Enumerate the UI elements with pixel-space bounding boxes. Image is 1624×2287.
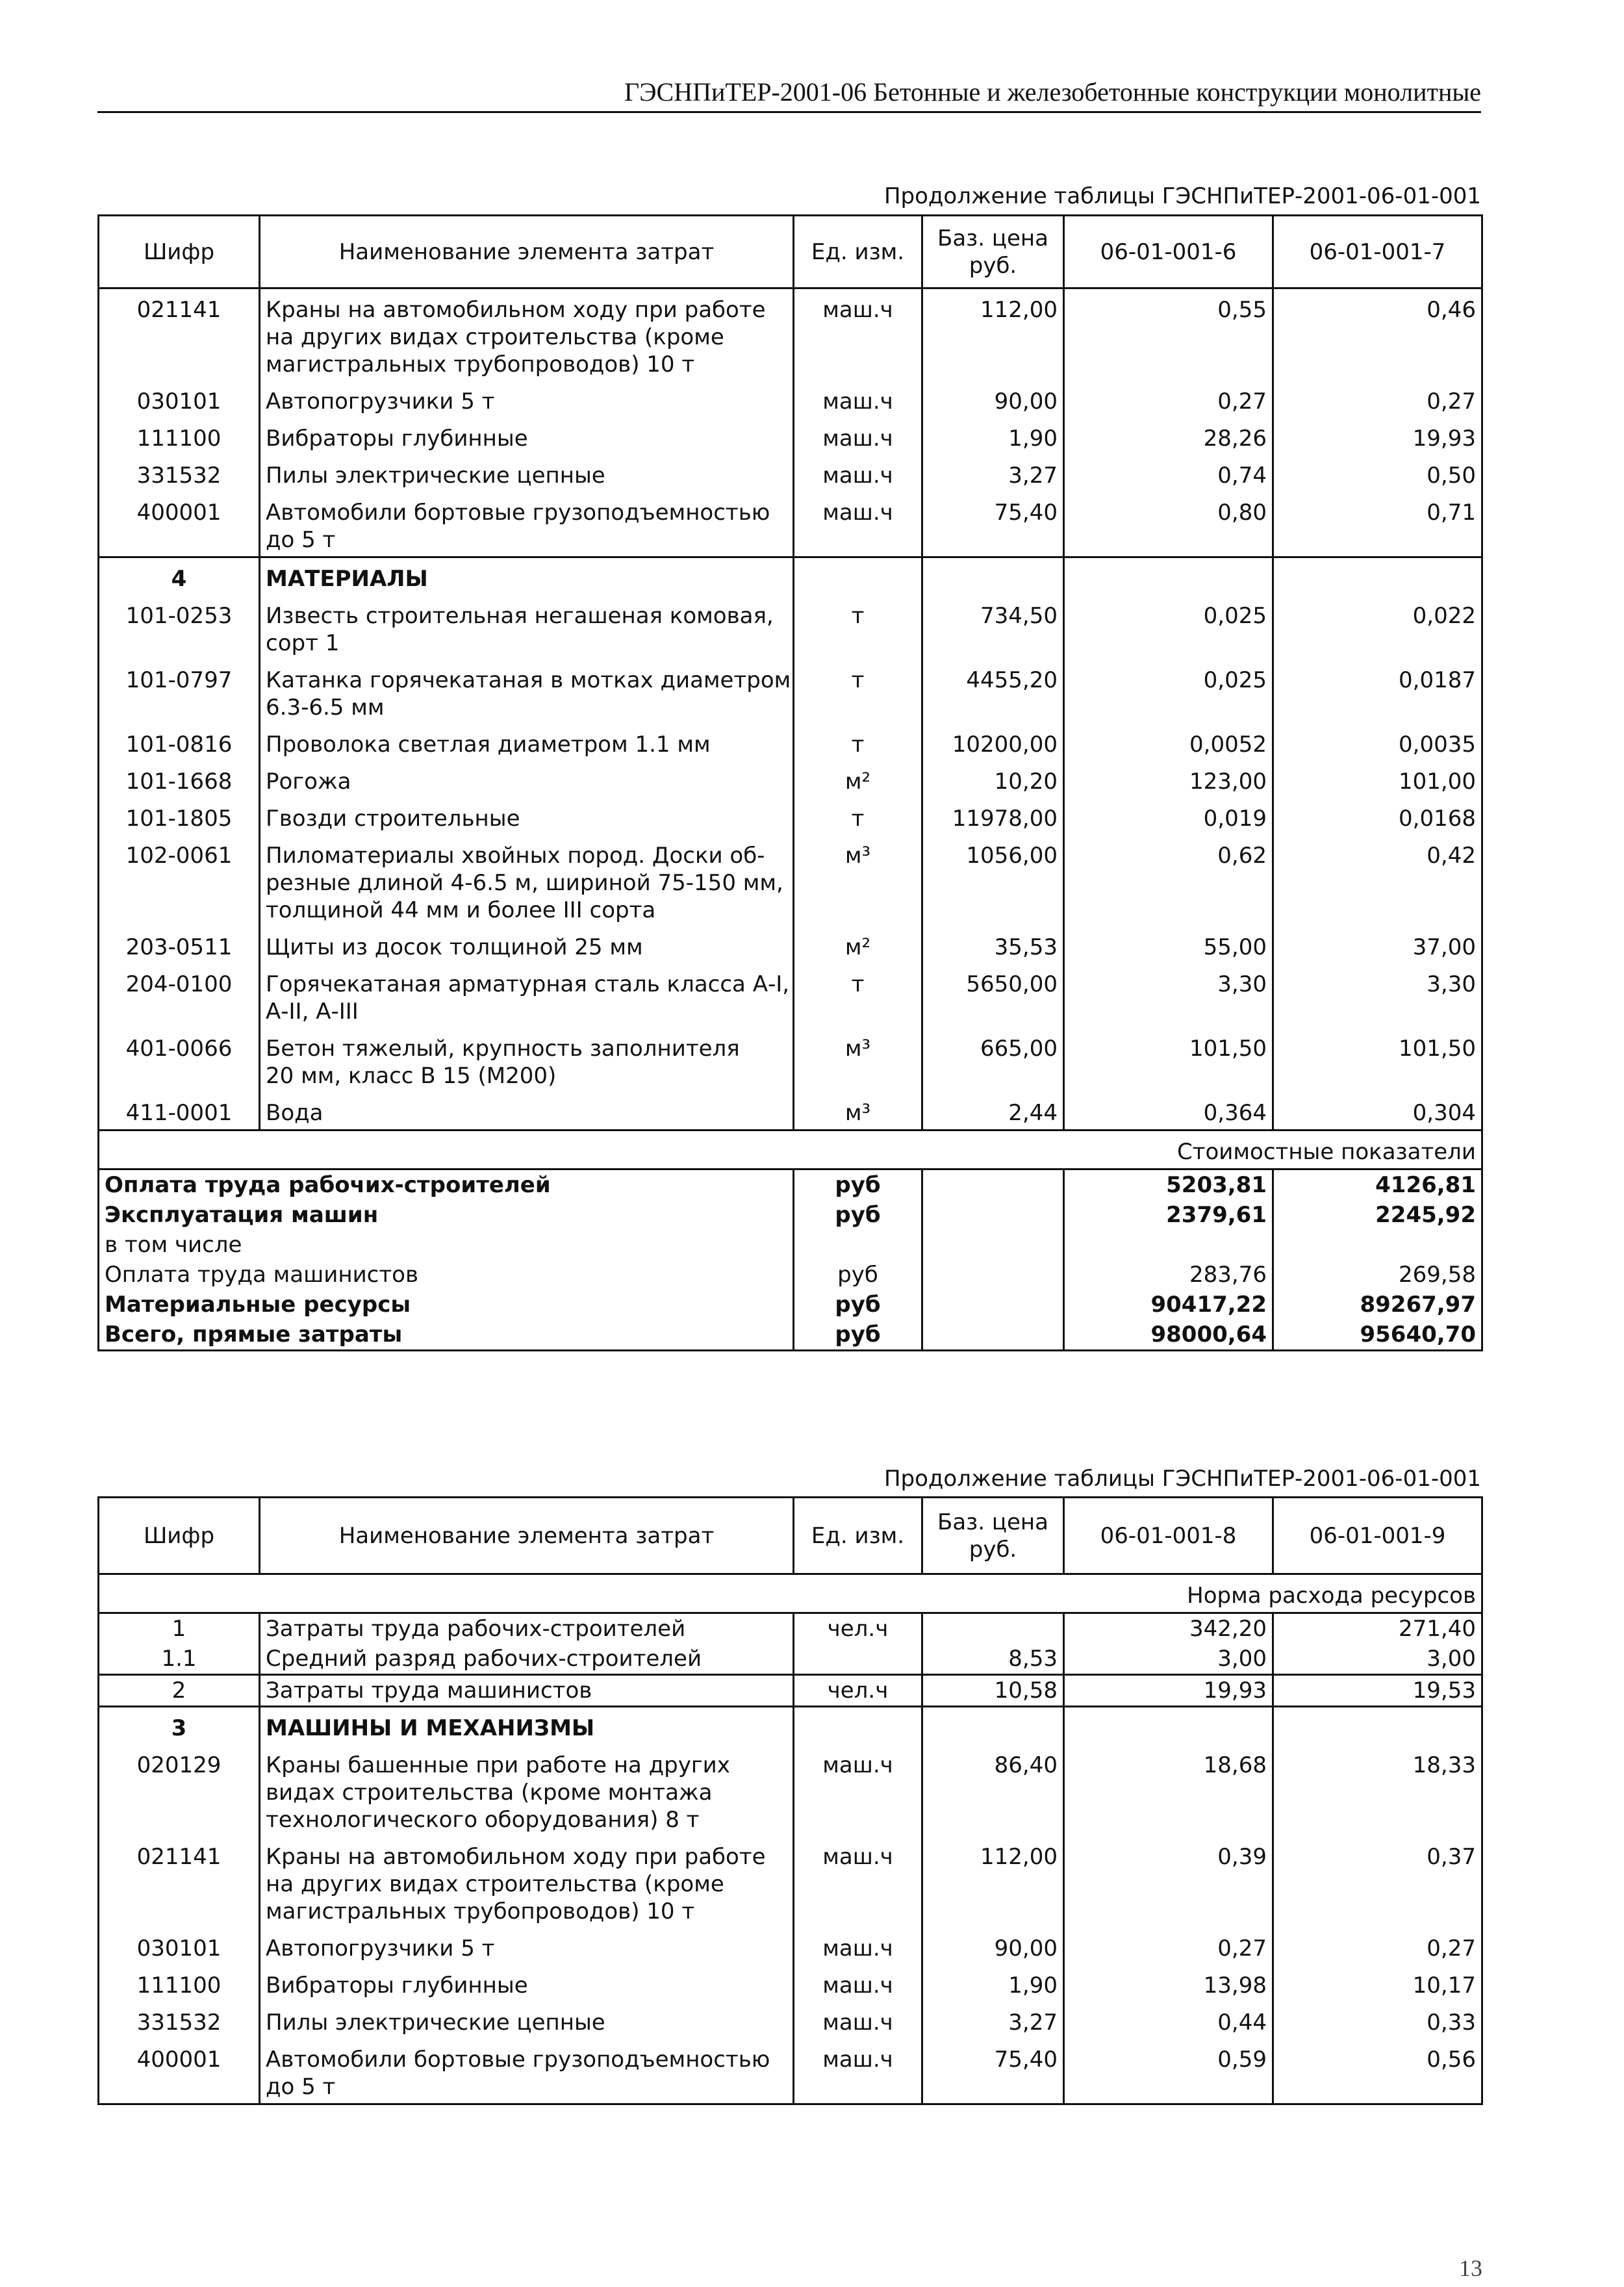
item-name-line: на других видах строительства (кроме (266, 324, 724, 350)
item-name-line: Вибраторы глубинные (266, 426, 528, 452)
item-name-line: А-II, А-III (266, 999, 359, 1025)
empty-cell (922, 1169, 1064, 1201)
item-name (260, 835, 794, 926)
summary-value-b: 269,58 (1273, 1260, 1482, 1290)
item-value-b: 0,0168 (1273, 798, 1482, 835)
section-code: 3 (99, 1707, 260, 1745)
item-code: 021141 (99, 1836, 260, 1928)
item-code: 101-1805 (99, 798, 260, 835)
item-value-b: 10,17 (1273, 1965, 1482, 2002)
item-name (260, 724, 794, 761)
item-name-line: Щиты из досок толщиной 25 мм (266, 934, 643, 960)
item-price: 8,53 (922, 1644, 1064, 1675)
col-header-price-line1: Баз. цена (937, 225, 1048, 251)
item-code: 020129 (99, 1744, 260, 1836)
empty-cell (1064, 1707, 1273, 1745)
item-name (260, 798, 794, 835)
item-value-a: 0,80 (1064, 492, 1273, 557)
item-name-line: толщиной 44 мм и более III сорта (266, 897, 656, 923)
item-price: 75,40 (922, 2039, 1064, 2104)
item-unit: т (794, 798, 922, 835)
item-name-line: до 5 т (266, 2074, 336, 2100)
summary-value-a: 2379,61 (1064, 1200, 1273, 1230)
table1-header-row (99, 216, 1482, 288)
item-name-line: Автомобили бортовые грузоподъемностью (266, 2047, 770, 2073)
item-name (260, 455, 794, 492)
table-row (99, 1644, 1482, 1675)
item-name-line: резные длиной 4-6.5 м, шириной 75-150 мм, (266, 870, 783, 896)
item-name-line: Известь строительная негашеная комовая, (266, 603, 774, 629)
table-row (99, 926, 1482, 964)
summary-row (99, 1169, 1482, 1201)
item-unit: маш.ч (794, 492, 922, 557)
empty-cell (1273, 557, 1482, 596)
item-name-line: 20 мм, класс В 15 (М200) (266, 1063, 557, 1089)
item-name: Затраты труда рабочих-строителей (260, 1613, 794, 1644)
item-value-b: 19,93 (1273, 418, 1482, 455)
item-unit (794, 1644, 922, 1675)
item-value-b: 0,0187 (1273, 659, 1482, 724)
item-unit: м³ (794, 1028, 922, 1092)
item-name (260, 288, 794, 381)
item-unit: маш.ч (794, 2039, 922, 2104)
item-price: 35,53 (922, 926, 1064, 964)
col-header-unit: Ед. изм. (794, 1498, 922, 1574)
item-name-line: технологического оборудования) 8 т (266, 1807, 700, 1833)
empty-cell (922, 1200, 1064, 1230)
summary-unit: руб (794, 1260, 922, 1290)
item-value-b: 0,42 (1273, 835, 1482, 926)
item-price (922, 1613, 1064, 1644)
item-value-b: 0,71 (1273, 492, 1482, 557)
summary-label: Эксплуатация машин (99, 1200, 794, 1230)
item-price: 734,50 (922, 595, 1064, 659)
col-header-price (922, 216, 1064, 288)
summary-value-a: 5203,81 (1064, 1169, 1273, 1201)
item-code: 111100 (99, 1965, 260, 2002)
item-code: 111100 (99, 418, 260, 455)
item-value-b: 37,00 (1273, 926, 1482, 964)
item-value-a: 13,98 (1064, 1965, 1273, 2002)
table-row (99, 964, 1482, 1028)
item-name (260, 964, 794, 1028)
norm-label: Норма расхода ресурсов (99, 1574, 1482, 1613)
item-value-b: 18,33 (1273, 1744, 1482, 1836)
header-code: ГЭСНПиТЕР-2001-06 (624, 77, 867, 107)
item-unit: чел.ч (794, 1675, 922, 1707)
empty-cell (922, 1260, 1064, 1290)
table-row (99, 1675, 1482, 1707)
item-value-b: 0,33 (1273, 2002, 1482, 2039)
table-row (99, 1028, 1482, 1092)
section-row (99, 557, 1482, 596)
item-code: 331532 (99, 2002, 260, 2039)
summary-value-a: 90417,22 (1064, 1290, 1273, 1320)
summary-row (99, 1230, 1482, 1260)
item-name-line: Вибраторы глубинные (266, 1973, 528, 1999)
table-row (99, 455, 1482, 492)
header-title: Бетонные и железобетонные конструкции монолитные (873, 77, 1481, 107)
col-header-b: 06-01-001-7 (1273, 216, 1482, 288)
table-row (99, 288, 1482, 381)
item-value-a: 342,20 (1064, 1613, 1273, 1644)
table-row (99, 1613, 1482, 1644)
empty-cell (1064, 557, 1273, 596)
section-name: МАТЕРИАЛЫ (260, 557, 794, 596)
col-header-price-line1: Баз. цена (937, 1509, 1048, 1535)
item-code: 203-0511 (99, 926, 260, 964)
item-unit: м² (794, 926, 922, 964)
item-name-line: магистральных трубопроводов) 10 т (266, 351, 695, 377)
item-price: 5650,00 (922, 964, 1064, 1028)
item-value-a: 0,025 (1064, 659, 1273, 724)
item-value-b: 0,37 (1273, 1836, 1482, 1928)
col-header-unit: Ед. изм. (794, 216, 922, 288)
table2-caption: Продолжение таблицы ГЭСНПиТЕР-2001-06-01-001 (883, 1466, 1481, 1492)
summary-row (99, 1320, 1482, 1351)
item-value-b: 0,0035 (1273, 724, 1482, 761)
item-price: 1,90 (922, 1965, 1064, 2002)
table-row (99, 659, 1482, 724)
item-value-b: 101,00 (1273, 761, 1482, 798)
table-row (99, 1836, 1482, 1928)
item-name-line: Пилы электрические цепные (266, 463, 605, 489)
item-value-a: 101,50 (1064, 1028, 1273, 1092)
cost-label-row (99, 1131, 1482, 1169)
summary-unit: руб (794, 1320, 922, 1351)
table1-body (99, 288, 1482, 1351)
empty-cell (922, 1230, 1064, 1260)
col-header-name: Наименование элемента затрат (260, 1498, 794, 1574)
item-name-line: видах строительства (кроме монтажа (266, 1780, 713, 1806)
col-header-name: Наименование элемента затрат (260, 216, 794, 288)
item-value-a: 0,55 (1064, 288, 1273, 381)
page-header (97, 77, 1481, 113)
item-code: 1.1 (99, 1644, 260, 1675)
table-row (99, 381, 1482, 418)
item-name-line: Пилы электрические цепные (266, 2010, 605, 2036)
empty-cell (922, 1290, 1064, 1320)
summary-value-b (1273, 1230, 1482, 1260)
summary-unit (794, 1230, 922, 1260)
empty-cell (794, 1707, 922, 1745)
item-name (260, 761, 794, 798)
empty-cell (1273, 1707, 1482, 1745)
summary-row (99, 1200, 1482, 1230)
item-price: 90,00 (922, 1928, 1064, 1965)
item-price: 75,40 (922, 492, 1064, 557)
item-code: 400001 (99, 2039, 260, 2104)
summary-unit: руб (794, 1169, 922, 1201)
item-name (260, 595, 794, 659)
summary-value-b: 89267,97 (1273, 1290, 1482, 1320)
item-price: 112,00 (922, 288, 1064, 381)
item-name-line: Бетон тяжелый, крупность заполнителя (266, 1036, 740, 1062)
summary-value-b: 2245,92 (1273, 1200, 1482, 1230)
item-code: 101-0816 (99, 724, 260, 761)
table-row (99, 1965, 1482, 2002)
col-header-price (922, 1498, 1064, 1574)
item-value-b: 0,27 (1273, 1928, 1482, 1965)
item-unit: маш.ч (794, 1928, 922, 1965)
item-value-b: 3,00 (1273, 1644, 1482, 1675)
item-name-line: Краны на автомобильном ходу при работе (266, 297, 766, 323)
table-row (99, 1928, 1482, 1965)
item-price: 1,90 (922, 418, 1064, 455)
col-header-a: 06-01-001-6 (1064, 216, 1273, 288)
item-value-b: 101,50 (1273, 1028, 1482, 1092)
item-value-b: 0,46 (1273, 288, 1482, 381)
item-price: 4455,20 (922, 659, 1064, 724)
item-name-line: Гвозди строительные (266, 806, 520, 832)
item-price: 90,00 (922, 381, 1064, 418)
item-price: 112,00 (922, 1836, 1064, 1928)
item-value-b: 0,304 (1273, 1092, 1482, 1131)
item-name (260, 926, 794, 964)
item-price: 11978,00 (922, 798, 1064, 835)
item-unit: т (794, 724, 922, 761)
item-code: 021141 (99, 288, 260, 381)
item-unit: т (794, 964, 922, 1028)
item-unit: т (794, 659, 922, 724)
summary-value-b: 95640,70 (1273, 1320, 1482, 1351)
section-code: 4 (99, 557, 260, 596)
item-name: Средний разряд рабочих-строителей (260, 1644, 794, 1675)
item-code: 101-0253 (99, 595, 260, 659)
item-price: 665,00 (922, 1028, 1064, 1092)
page-number: 13 (1459, 2255, 1482, 2281)
item-name (260, 659, 794, 724)
item-value-b: 19,53 (1273, 1675, 1482, 1707)
item-value-a: 123,00 (1064, 761, 1273, 798)
table-row (99, 1092, 1482, 1131)
item-price: 2,44 (922, 1092, 1064, 1131)
table-row (99, 798, 1482, 835)
table2-body (99, 1574, 1482, 2104)
item-name (260, 1028, 794, 1092)
item-unit: маш.ч (794, 381, 922, 418)
summary-label: Оплата труда машинистов (99, 1260, 794, 1290)
item-unit: маш.ч (794, 2002, 922, 2039)
summary-label: Всего, прямые затраты (99, 1320, 794, 1351)
section-row (99, 1707, 1482, 1745)
item-name-line: Рогожа (266, 769, 351, 795)
item-name-line: Краны башенные при работе на других (266, 1752, 730, 1778)
item-unit: маш.ч (794, 418, 922, 455)
col-header-b: 06-01-001-9 (1273, 1498, 1482, 1574)
item-value-a: 28,26 (1064, 418, 1273, 455)
item-value-a: 0,025 (1064, 595, 1273, 659)
cost-table-2 (97, 1496, 1483, 2105)
item-unit: м² (794, 761, 922, 798)
item-name (260, 2039, 794, 2104)
item-price: 3,27 (922, 455, 1064, 492)
empty-cell (922, 1320, 1064, 1351)
table-row (99, 1744, 1482, 1836)
item-code: 204-0100 (99, 964, 260, 1028)
item-name (260, 418, 794, 455)
empty-cell (922, 557, 1064, 596)
item-value-a: 0,44 (1064, 2002, 1273, 2039)
item-value-a: 55,00 (1064, 926, 1273, 964)
table-row (99, 835, 1482, 926)
item-value-a: 0,0052 (1064, 724, 1273, 761)
col-header-code: Шифр (99, 216, 260, 288)
item-unit: маш.ч (794, 1836, 922, 1928)
item-unit: м³ (794, 1092, 922, 1131)
item-unit: т (794, 595, 922, 659)
item-name-line: Вода (266, 1100, 324, 1126)
item-name-line: Автомобили бортовые грузоподъемностью (266, 500, 770, 526)
item-name (260, 1965, 794, 2002)
item-name-line: Автопогрузчики 5 т (266, 389, 495, 415)
item-value-a: 0,364 (1064, 1092, 1273, 1131)
summary-value-a (1064, 1230, 1273, 1260)
item-value-b: 0,27 (1273, 381, 1482, 418)
item-name (260, 381, 794, 418)
item-name-line: сорт 1 (266, 630, 340, 656)
item-code: 102-0061 (99, 835, 260, 926)
item-code: 400001 (99, 492, 260, 557)
summary-row (99, 1260, 1482, 1290)
table-row (99, 2002, 1482, 2039)
item-unit: маш.ч (794, 288, 922, 381)
item-price: 1056,00 (922, 835, 1064, 926)
table-row (99, 492, 1482, 557)
col-header-price-line2: руб. (969, 252, 1017, 279)
item-value-a: 0,59 (1064, 2039, 1273, 2104)
item-name-line: Краны на автомобильном ходу при работе (266, 1844, 766, 1870)
table1-caption: Продолжение таблицы ГЭСНПиТЕР-2001-06-01-001 (883, 183, 1481, 209)
item-value-b: 0,022 (1273, 595, 1482, 659)
item-name-line: Пиломатериалы хвойных пород. Доски об- (266, 843, 765, 869)
empty-cell (794, 557, 922, 596)
summary-unit: руб (794, 1290, 922, 1320)
item-value-a: 19,93 (1064, 1675, 1273, 1707)
summary-label: Материальные ресурсы (99, 1290, 794, 1320)
item-unit: маш.ч (794, 1744, 922, 1836)
item-code: 331532 (99, 455, 260, 492)
summary-value-a: 98000,64 (1064, 1320, 1273, 1351)
item-name-line: магистральных трубопроводов) 10 т (266, 1898, 695, 1924)
norm-label-row (99, 1574, 1482, 1613)
summary-value-b: 4126,81 (1273, 1169, 1482, 1201)
item-code: 401-0066 (99, 1028, 260, 1092)
item-unit: чел.ч (794, 1613, 922, 1644)
summary-label: в том числе (99, 1230, 794, 1260)
item-unit: маш.ч (794, 455, 922, 492)
item-code: 101-0797 (99, 659, 260, 724)
cost-table-1 (97, 214, 1483, 1351)
item-name-line: Проволока светлая диаметром 1.1 мм (266, 732, 711, 758)
item-name (260, 1092, 794, 1131)
item-code: 1 (99, 1613, 260, 1644)
col-header-price-line2: руб. (969, 1536, 1017, 1563)
item-value-b: 3,30 (1273, 964, 1482, 1028)
item-value-b: 0,50 (1273, 455, 1482, 492)
item-value-a: 0,39 (1064, 1836, 1273, 1928)
item-code: 101-1668 (99, 761, 260, 798)
item-value-a: 0,27 (1064, 1928, 1273, 1965)
item-value-b: 271,40 (1273, 1613, 1482, 1644)
item-value-a: 0,019 (1064, 798, 1273, 835)
item-price: 10,20 (922, 761, 1064, 798)
item-price: 10200,00 (922, 724, 1064, 761)
table-row (99, 595, 1482, 659)
item-price: 10,58 (922, 1675, 1064, 1707)
item-unit: маш.ч (794, 1965, 922, 2002)
item-name-line: на других видах строительства (кроме (266, 1871, 724, 1897)
table-row (99, 761, 1482, 798)
item-value-a: 0,27 (1064, 381, 1273, 418)
section-name: МАШИНЫ И МЕХАНИЗМЫ (260, 1707, 794, 1745)
item-name-line: Катанка горячекатаная в мотках диаметром (266, 667, 791, 693)
item-name: Затраты труда машинистов (260, 1675, 794, 1707)
item-price: 86,40 (922, 1744, 1064, 1836)
item-value-a: 0,74 (1064, 455, 1273, 492)
item-value-b: 0,56 (1273, 2039, 1482, 2104)
table2-header-row (99, 1498, 1482, 1574)
table-row (99, 2039, 1482, 2104)
item-name (260, 1836, 794, 1928)
item-value-a: 3,30 (1064, 964, 1273, 1028)
item-code: 411-0001 (99, 1092, 260, 1131)
summary-row (99, 1290, 1482, 1320)
item-value-a: 0,62 (1064, 835, 1273, 926)
col-header-code: Шифр (99, 1498, 260, 1574)
cost-indicators-label: Стоимостные показатели (99, 1131, 1482, 1169)
item-unit: м³ (794, 835, 922, 926)
item-name-line: до 5 т (266, 527, 336, 553)
item-name-line: Горячекатаная арматурная сталь класса А-I, (266, 971, 790, 997)
summary-value-a: 283,76 (1064, 1260, 1273, 1290)
item-code: 2 (99, 1675, 260, 1707)
col-header-a: 06-01-001-8 (1064, 1498, 1273, 1574)
summary-unit: руб (794, 1200, 922, 1230)
item-name (260, 2002, 794, 2039)
empty-cell (922, 1707, 1064, 1745)
item-code: 030101 (99, 381, 260, 418)
item-name (260, 1928, 794, 1965)
item-code: 030101 (99, 1928, 260, 1965)
summary-label: Оплата труда рабочих-строителей (99, 1169, 794, 1201)
table-row (99, 418, 1482, 455)
item-name-line: Автопогрузчики 5 т (266, 1936, 495, 1961)
item-value-a: 3,00 (1064, 1644, 1273, 1675)
item-price: 3,27 (922, 2002, 1064, 2039)
item-name (260, 1744, 794, 1836)
item-name (260, 492, 794, 557)
table-row (99, 724, 1482, 761)
item-value-a: 18,68 (1064, 1744, 1273, 1836)
item-name-line: 6.3-6.5 мм (266, 695, 385, 721)
